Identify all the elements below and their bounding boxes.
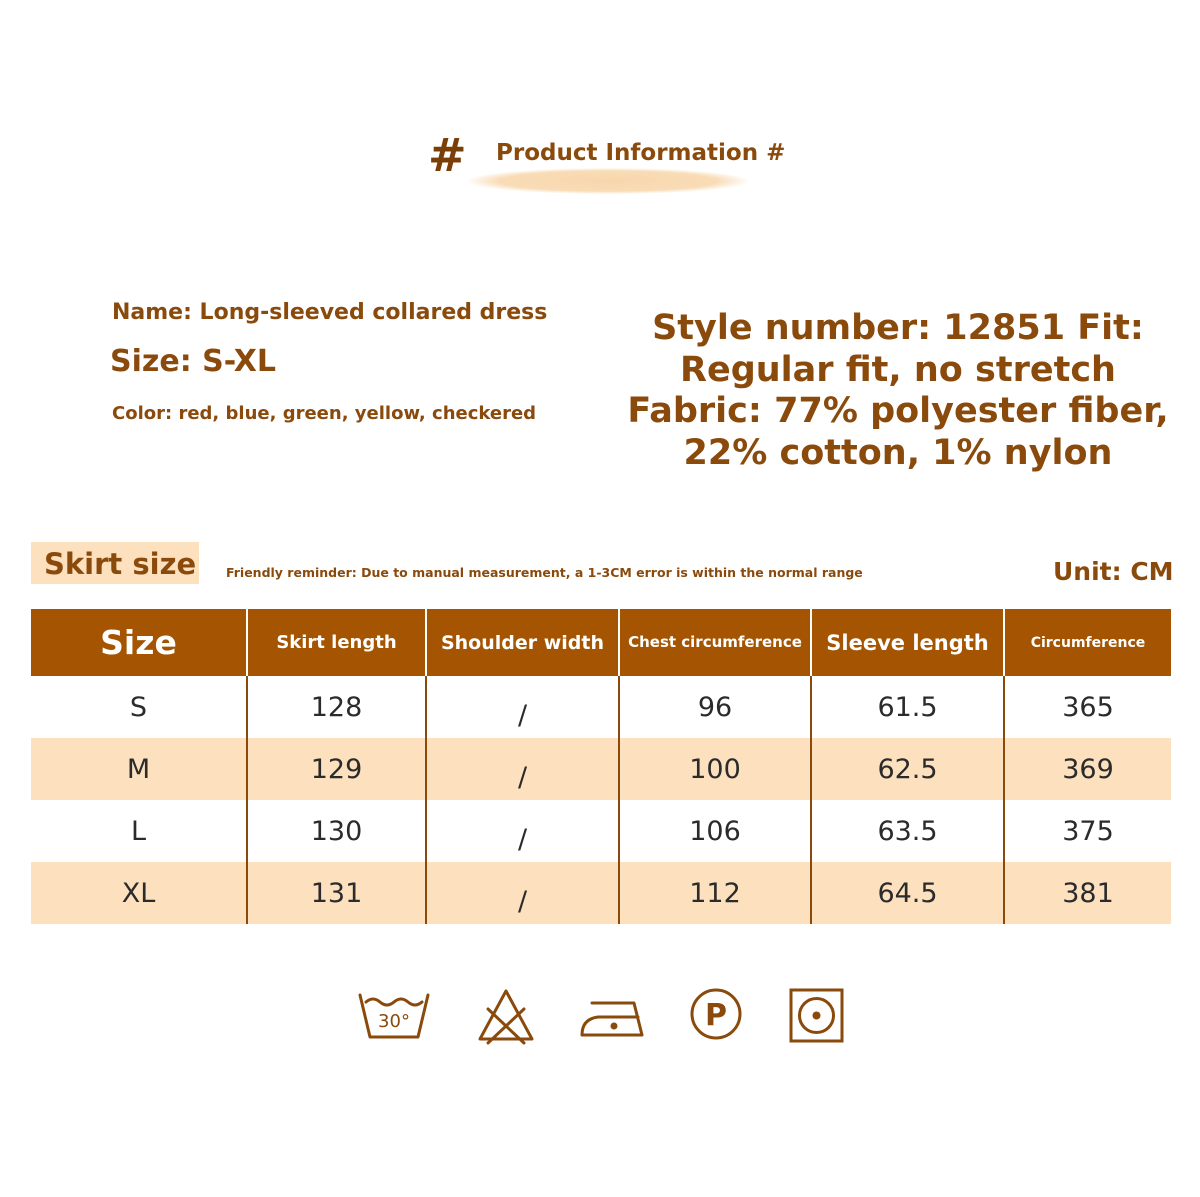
cell-size: L: [31, 800, 247, 862]
cell-shoulder-width-value: /: [517, 761, 528, 793]
cell-chest: 106: [619, 800, 811, 862]
dry-clean-letter: P: [705, 998, 727, 1033]
page-title: Product Information #: [496, 140, 786, 166]
cell-chest: 112: [619, 862, 811, 924]
cell-shoulder-width-value: /: [517, 699, 528, 731]
cell-skirt-length: 131: [247, 862, 426, 924]
title-underline-swash: [468, 168, 748, 194]
product-colors: Color: red, blue, green, yellow, checkered: [112, 403, 537, 424]
unit-label: Unit: CM: [1053, 557, 1174, 586]
wash-30-icon: [356, 985, 432, 1045]
cell-sleeve-length: 63.5: [811, 800, 1004, 862]
header-circumference: Circumference: [1004, 609, 1171, 676]
table-header-row: [31, 609, 1171, 676]
cell-shoulder-width: [426, 676, 619, 738]
size-table: [31, 609, 1171, 924]
header-skirt-length: Skirt length: [247, 609, 426, 676]
cell-size: M: [31, 738, 247, 800]
table-row: [31, 738, 1171, 800]
cell-circumference: 375: [1062, 815, 1114, 847]
dry-clean-p-icon: [688, 985, 744, 1045]
iron-low-icon: [578, 985, 648, 1045]
wash-temp-label: 30°: [378, 1011, 410, 1032]
table-row: [31, 800, 1171, 862]
product-name: Name: Long-sleeved collared dress: [112, 300, 548, 325]
cell-size: XL: [31, 862, 247, 924]
cell-shoulder-width: [426, 800, 619, 862]
cell-circumference: 365: [1062, 691, 1114, 723]
cell-size: S: [31, 676, 247, 738]
title-hash-mark: #: [428, 128, 467, 182]
cell-circumference: 369: [1004, 738, 1171, 800]
cell-shoulder-width: [426, 738, 619, 800]
header-sleeve-length: Sleeve length: [811, 609, 1004, 676]
cell-shoulder-width-value: /: [517, 823, 528, 855]
section-label: Skirt size: [31, 542, 199, 584]
cell-skirt-length: 128: [247, 676, 426, 738]
header-size: Size: [31, 609, 247, 676]
cell-sleeve-length: 61.5: [811, 676, 1004, 738]
product-size-range: Size: S-XL: [110, 344, 276, 379]
cell-shoulder-width-value: /: [517, 885, 528, 917]
header-shoulder-width: Shoulder width: [426, 609, 619, 676]
measurement-reminder: Friendly reminder: Due to manual measurement, a 1-3CM error is within the normal range: [226, 565, 863, 580]
tumble-dry-icon: [788, 985, 846, 1045]
cell-skirt-length: 129: [247, 738, 426, 800]
cell-circumference: 381: [1004, 862, 1171, 924]
product-details: Style number: 12851 Fit: Regular fit, no stretch Fabric: 77% polyester fiber, 22% cotton, 1% nylon: [627, 308, 1169, 473]
cell-sleeve-length: 62.5: [811, 738, 1004, 800]
cell-skirt-length: 130: [247, 800, 426, 862]
care-icons: [356, 985, 856, 1055]
cell-chest: 96: [619, 676, 811, 738]
cell-chest: 100: [619, 738, 811, 800]
cell-sleeve-length: 64.5: [811, 862, 1004, 924]
table-row: [31, 676, 1171, 738]
no-bleach-icon: [474, 985, 538, 1045]
table-row: [31, 862, 1171, 924]
cell-shoulder-width: [426, 862, 619, 924]
header-chest-circumference: Chest circumference: [619, 609, 811, 676]
